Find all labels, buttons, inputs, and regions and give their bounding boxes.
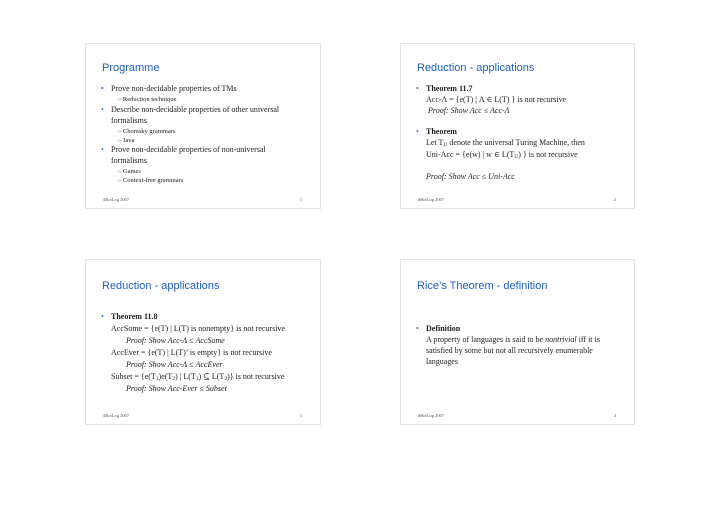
proof-line: Proof: Show Acc-Λ ≤ AccSome [126, 336, 225, 345]
slide-footer: dBotLog 2007 [418, 197, 445, 202]
list-item: Prove non-decidable properties of non-universal [111, 145, 266, 154]
sub-item: – Reduction technique [118, 96, 177, 103]
list-item: Describe non-decidable properties of other universal [111, 105, 280, 114]
slide-footer: dBotLog 2007 [103, 413, 130, 418]
text-line: languages [426, 357, 458, 366]
slide-title: Programme [102, 62, 160, 74]
bullet-icon: • [101, 84, 104, 93]
list-item: formalisms [111, 156, 147, 165]
bullet-icon: • [101, 105, 104, 114]
proof-line: Proof: Show Acc ≤ Acc-Λ [428, 106, 510, 115]
text-line: Subset = {e(T1)e(T2) | L(T1) ⊆ L(T2)} is not recursive [111, 372, 285, 382]
slide-title: Rice’s Theorem - definition [417, 280, 548, 292]
slide-title: Reduction - applications [417, 62, 535, 74]
slide-1 [85, 43, 321, 209]
sub-item: – Context-free grammars [118, 177, 184, 184]
text-line: Acc-Λ = {e(T) | Λ ∈ L(T) } is not recursive [426, 95, 567, 104]
list-item: Prove non-decidable properties of TMs [111, 84, 237, 93]
page-number: 1 [299, 197, 302, 202]
theorem-heading: Theorem [426, 127, 457, 136]
bullet-icon: • [416, 127, 419, 136]
bullet-icon: • [101, 312, 104, 321]
text-line: Uni-Acc = {e(w) | w ∈ L(TU) } is not recursive [426, 150, 578, 160]
slide-footer: dBotLog 2007 [103, 197, 130, 202]
proof-line: Proof: Show Acc ≤ Uni-Acc [426, 172, 515, 181]
page-number: 2 [613, 197, 616, 202]
slide-4 [400, 259, 635, 425]
bullet-icon: • [416, 84, 419, 93]
theorem-heading: Theorem 11.7 [426, 84, 473, 93]
text-line: Let TU denote the universal Turing Machine, then [426, 138, 585, 148]
page-number: 3 [299, 413, 302, 418]
bullet-icon: • [101, 145, 104, 154]
text-line: A property of languages is said to be nontrivial iff it is [426, 335, 600, 344]
slide-title: Reduction - applications [102, 280, 220, 292]
slide-footer: dBotLog 2007 [418, 413, 445, 418]
text-line: AccEver = {e(T) | L(T)’ is empty} is not recursive [111, 348, 272, 357]
theorem-heading: Theorem 11.8 [111, 312, 158, 321]
slide-2 [400, 43, 635, 209]
definition-heading: Definition [426, 324, 461, 333]
text-line: satisfied by some but not all recursively enumerable [426, 346, 593, 355]
list-item: formalisms [111, 116, 147, 125]
sub-item: – Java [118, 137, 135, 144]
text-line: AccSome = {e(T) | L(T) is nonempty} is not recursive [111, 324, 285, 333]
bullet-icon: • [416, 324, 419, 333]
sub-item: – Chomsky grammars [118, 128, 176, 135]
proof-line: Proof: Show Acc-Ever ≤ Subset [126, 384, 227, 393]
proof-line: Proof: Show Acc-Λ ≤ AccEver [126, 360, 223, 369]
sub-item: – Games [118, 168, 141, 175]
page-number: 4 [613, 413, 616, 418]
slide-3 [85, 259, 321, 425]
